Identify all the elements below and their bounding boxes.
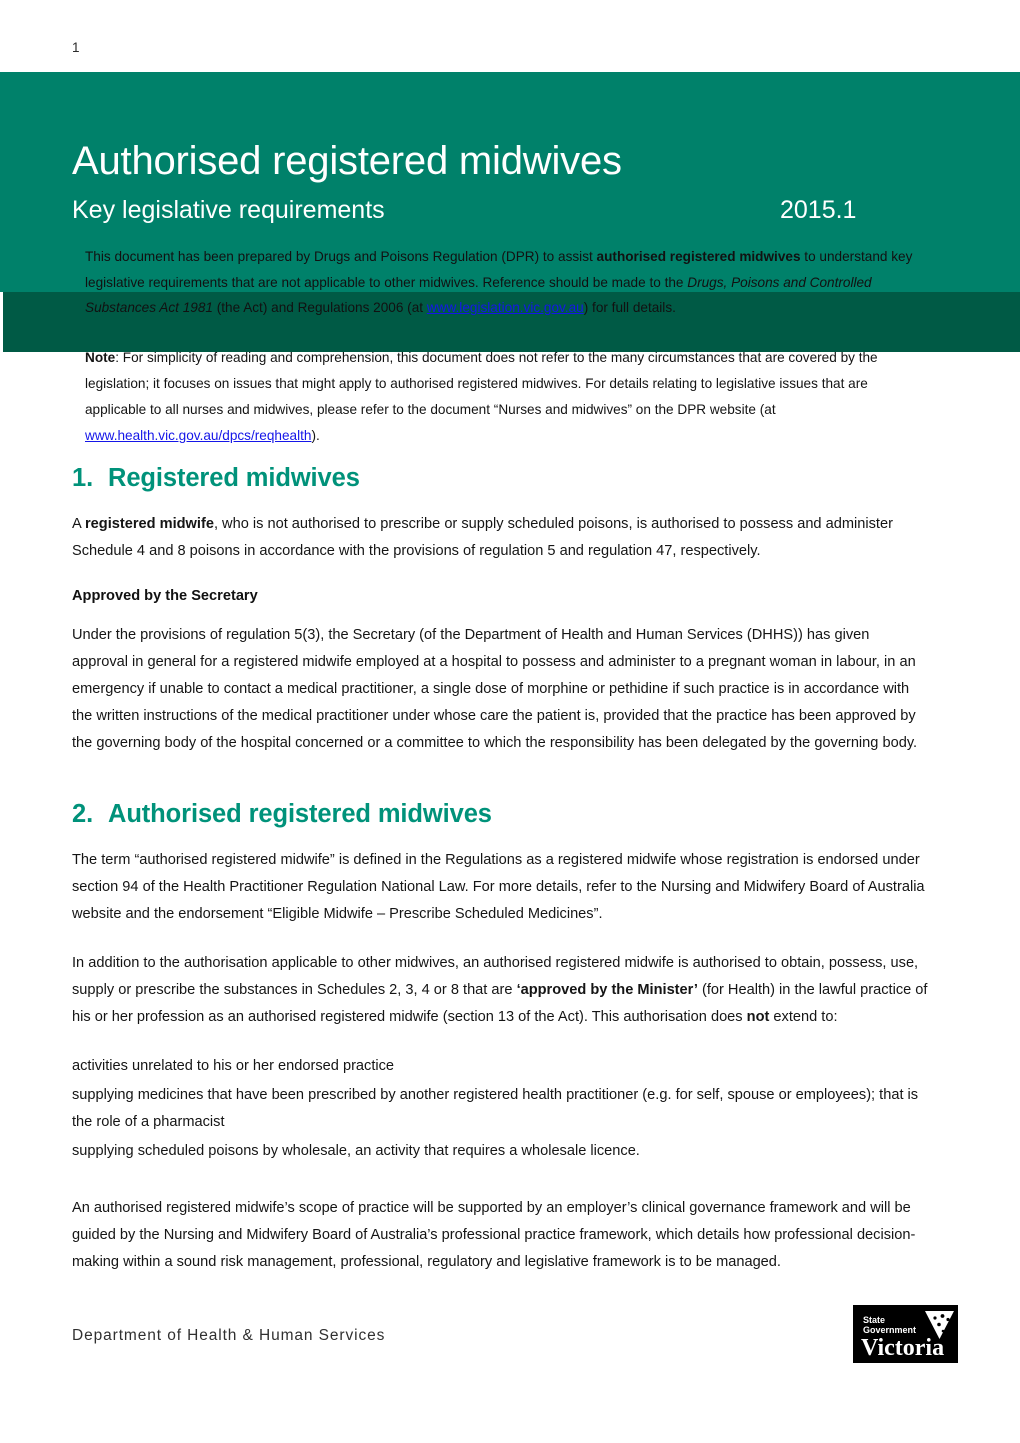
legislation-link[interactable]: www.legislation.vic.gov.au [426,300,584,315]
section-1-subheading-approved-by-secretary: Approved by the Secretary [72,588,258,605]
section-2-paragraph-3: An authorised registered midwife’s scope of practice will be supported by an employer’s clinical governance framework and will be guided by the Nursing and Midwifery Board of Australia’s professional practice framework, which details how professional decision-making within a sound risk management, professional, regulatory and legislative framework is to be managed. [72,1200,916,1271]
intro-text-part2: to understand key legislative requirements that are not applicable to other midwives. Reference should be made to the [85,249,913,290]
header-intro-paragraph [85,244,915,321]
logo-line-government: Government [863,1325,917,1335]
document-subtitle: Key legislative requirements [72,196,385,224]
s2-p2-part2: (for Health) in the lawful practice of his or her profession as an authorised registered midwife (section 13 of the Act). This authorisation does [72,982,928,1026]
s1-bold-registered-midwife: registered midwife [84,516,214,533]
logo-line-victoria: Victoria [861,1335,945,1361]
note-text-part1: : For simplicity of reading and comprehension, this document does not refer to the many circumstances that are covered by the legislation; it focuses on issues that might apply to authorised registered midwives. For details relating to legislative issues that are applicable to all nurses and midwives, please refer to the document “Nurses and midwives” on the DPR website (at [85,350,878,417]
section-2-number: 2. [72,800,94,829]
paragraph-gap [72,1167,928,1195]
section-1-title: Registered midwives [108,464,360,492]
s2-bold-approved-by-minister: ‘approved by the Minister’ [516,982,698,999]
document-title: Authorised registered midwives [72,139,622,183]
dpr-website-link[interactable]: www.health.vic.gov.au/dpcs/reqhealth [85,428,312,443]
document-body [72,463,928,1298]
section-2-heading [72,799,928,829]
s2-p2-part1: In addition to the authorisation applicable to other midwives, an authorised registered midwife is authorised to obtain, possess, use, supply or prescribe the substances in Schedules 2, 3, 4 or 8 that are [72,955,919,999]
exclusion-item-2: supplying medicines that have been prescribed by another registered health practitioner (e.g. for self, spouse or employees); that is the role of a pharmacist [72,1087,919,1131]
s2-p2-part3: extend to: [769,1009,838,1026]
exclusion-item-1: activities unrelated to his or her endorsed practice [72,1058,395,1075]
state-government-victoria-logo [853,1305,958,1363]
note-label: Note [85,350,116,365]
s1-intro-part2: , who is not authorised to prescribe or supply scheduled poisons, is authorised to possess and administer Schedule 4 and 8 poisons in accordance with the provisions of regulation 5 and regulation 47, respectively. [72,516,893,560]
s1-intro-part1: A [72,516,85,533]
victoria-logo-graphic [853,1305,958,1363]
subtitle-row [72,197,948,229]
s2-bold-not: not [746,1009,770,1026]
section-2-paragraph-2 [72,950,928,1031]
section-1-heading [72,463,928,493]
department-name: Department of Health & Human Services [72,1327,386,1344]
intro-text-part3: (the Act) and Regulations 2006 (at [212,300,427,315]
note-block [85,345,923,449]
exclusion-item-3: supplying scheduled poisons by wholesale, an activity that requires a wholesale licence. [72,1143,640,1160]
document-version: 2015.1 [780,196,857,224]
section-2-title: Authorised registered midwives [108,800,492,829]
note-text-part2: ). [311,428,320,443]
page-footer [0,1305,1020,1385]
section-1-intro-paragraph [72,511,928,565]
section-2-paragraph-1: The term “authorised registered midwife” is defined in the Regulations as a registered midwife whose registration is endorsed under section 94 of the Health Practitioner Regulation National Law. For more details, refer to the Nursing and Midwifery Board of Australia website and the endorsement “Eligible Midwife – Prescribe Scheduled Medicines”. [72,852,925,923]
header-content [0,72,1020,352]
section-gap [72,779,928,799]
section-1-secretary-paragraph: Under the provisions of regulation 5(3), the Secretary (of the Department of Health and Human Services (DHHS)) has given approval in general for a registered midwife employed at a hospital to possess and administer to a pregnant woman in labour, in an emergency if unable to contact a medical practitioner, a single dose of morphine or pethidine if such practice is in accordance with the written instructions of the medical practitioner under whose care the patient is, provided that the practice has been approved by the governing body of the hospital concerned or a committee to which the responsibility has been delegated by the governing body. [72,627,918,752]
page-number: 1 [72,40,80,55]
section-1-number: 1. [72,464,94,492]
intro-bold-authorised-registered-midwives: authorised registered midwives [596,249,801,264]
intro-italic-act-title: Drugs, Poisons and Controlled Substances Act 1981 [85,274,872,315]
logo-line-state: State [863,1315,886,1325]
intro-text-part1: This document has been prepared by Drugs and Poisons Regulation (DPR) to assist [85,249,597,264]
intro-text-part4: ) for full details. [583,300,676,315]
